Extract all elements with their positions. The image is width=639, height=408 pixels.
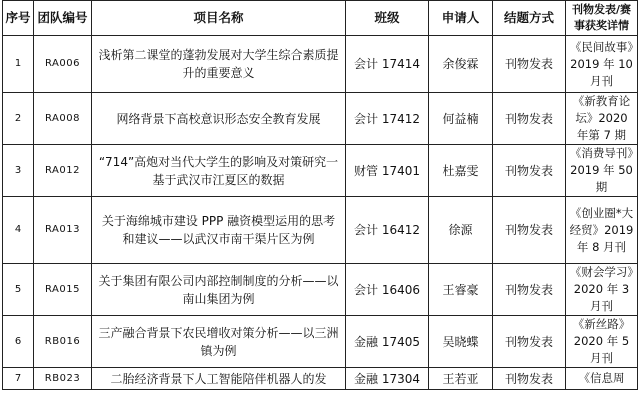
header-team-code: 团队编号 [34,1,92,36]
table-row [3,264,638,316]
cell-method: 刊物发表 [493,197,566,264]
cell-seq: 1 [3,36,34,93]
header-class: 班级 [346,1,429,36]
cell-applicant: 徐源 [429,197,493,264]
project-table [2,0,637,390]
cell-project-name: 三产融合背景下农民增收对策分析——以三洲镇为例 [92,316,346,368]
cell-publication: 《新教育论坛》2020 年第 7 期 [566,93,638,145]
cell-applicant: 吴晓蝶 [429,316,493,368]
cell-seq: 6 [3,316,34,368]
cell-publication: 《民间故事》2019 年 10 月刊 [566,36,638,93]
cell-class: 会计 17414 [346,36,429,93]
cell-team-code: RA006 [34,36,92,93]
header-applicant: 申请人 [429,1,493,36]
cell-project-name: 关于海绵城市建设 PPP 融资模型运用的思考和建议——以武汉市南干渠片区为例 [92,197,346,264]
cell-project-name: 浅析第二课堂的蓬勃发展对大学生综合素质提升的重要意义 [92,36,346,93]
cell-team-code: RA013 [34,197,92,264]
cell-applicant: 何益楠 [429,93,493,145]
cell-class: 会计 16406 [346,264,429,316]
cell-publication: 《消费导刊》2019 年 50 期 [566,145,638,197]
cell-applicant: 杜嘉雯 [429,145,493,197]
cell-class: 金融 17405 [346,316,429,368]
cell-method: 刊物发表 [493,93,566,145]
cell-class: 会计 17412 [346,93,429,145]
cell-team-code: RB023 [34,368,92,390]
cell-publication: 《新丝路》2020 年 5 月刊 [566,316,638,368]
cell-team-code: RA015 [34,264,92,316]
cell-team-code: RA012 [34,145,92,197]
cell-method: 刊物发表 [493,316,566,368]
cell-method: 刊物发表 [493,36,566,93]
cell-publication: 《财会学习》2020 年 3 月刊 [566,264,638,316]
cell-team-code: RA008 [34,93,92,145]
table-row [3,316,638,368]
cell-applicant: 余俊霖 [429,36,493,93]
cell-seq: 7 [3,368,34,390]
table-row [3,93,638,145]
table-row [3,36,638,93]
cell-method: 刊物发表 [493,264,566,316]
cell-seq: 2 [3,93,34,145]
header-row [3,1,638,36]
table-row [3,368,638,390]
table-row [3,145,638,197]
cell-project-name: 关于集团有限公司内部控制制度的分析——以南山集团为例 [92,264,346,316]
header-method: 结题方式 [493,1,566,36]
cell-class: 金融 17304 [346,368,429,390]
cell-seq: 5 [3,264,34,316]
cell-team-code: RB016 [34,316,92,368]
header-publication: 刊物发表/赛事获奖详情 [566,1,638,36]
header-seq: 序号 [3,1,34,36]
cell-project-name: “714”高炮对当代大学生的影响及对策研究一基于武汉市江夏区的数据 [92,145,346,197]
cell-applicant: 王睿豪 [429,264,493,316]
cell-project-name: 二胎经济背景下人工智能陪伴机器人的发 [92,368,346,390]
cell-seq: 4 [3,197,34,264]
cell-project-name: 网络背景下高校意识形态安全教育发展 [92,93,346,145]
table-row [3,197,638,264]
cell-class: 会计 16412 [346,197,429,264]
cell-applicant: 王若亚 [429,368,493,390]
cell-method: 刊物发表 [493,145,566,197]
cell-method: 刊物发表 [493,368,566,390]
cell-class: 财管 17401 [346,145,429,197]
header-project-name: 项目名称 [92,1,346,36]
cell-seq: 3 [3,145,34,197]
cell-publication: 《创业圈*大经贸》2019 年 8 月刊 [566,197,638,264]
cell-publication: 《信息周 [566,368,638,390]
